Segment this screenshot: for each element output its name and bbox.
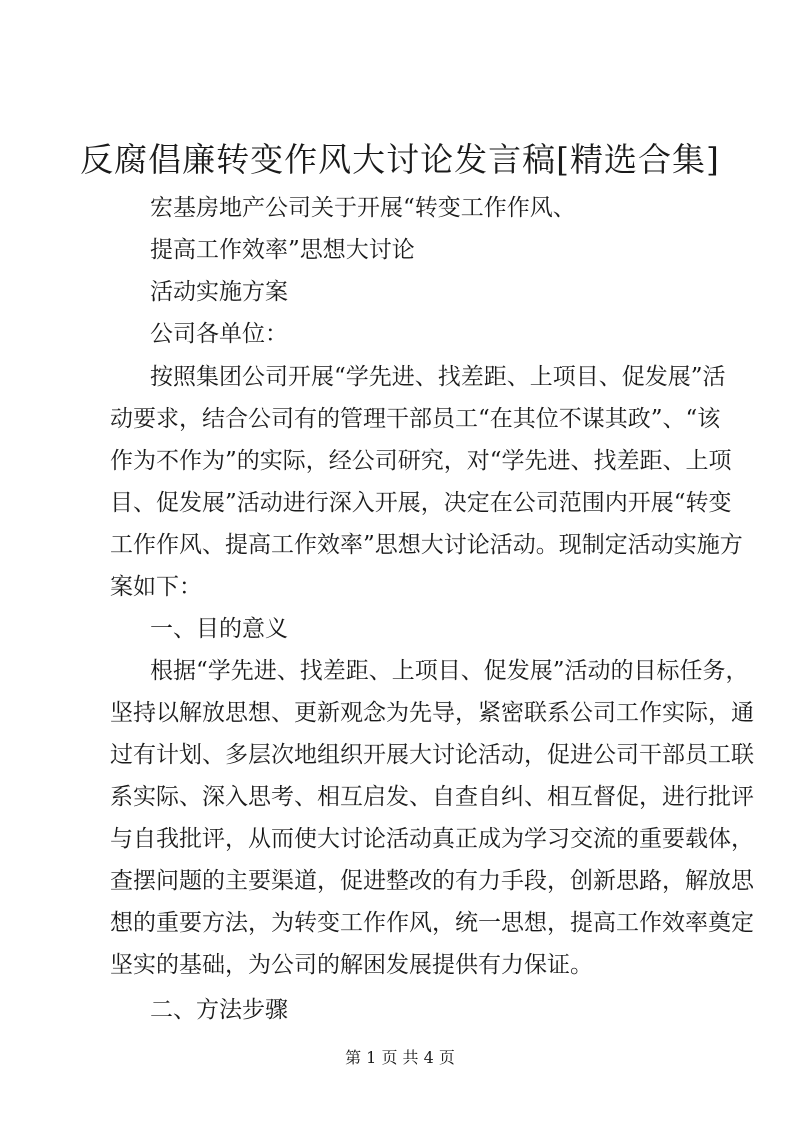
section-heading: 一、目的意义 [150, 616, 288, 642]
body-line: 动要求，结合公司有的管理干部员工“在其位不谋其政”、“该 [110, 406, 721, 432]
body-line: 活动实施方案 [150, 279, 288, 305]
body-line: 想的重要方法，为转变工作作风，统一思想，提高工作效率奠定 [110, 910, 754, 936]
body-line: 案如下： [110, 574, 202, 600]
body-line: 作为不作为”的实际，经公司研究，对“学先进、找差距、上项 [110, 448, 732, 474]
body-line: 根据“学先进、找差距、上项目、促发展”活动的目标任务， [150, 658, 749, 684]
body-line: 与自我批评，从而使大讨论活动真正成为学习交流的重要载体， [110, 826, 754, 852]
document-title: 反腐倡廉转变作风大讨论发言稿[精选合集] [80, 140, 720, 179]
body-line: 坚实的基础，为公司的解困发展提供有力保证。 [110, 952, 593, 978]
body-line: 过有计划、多层次地组织开展大讨论活动，促进公司干部员工联 [110, 742, 754, 768]
body-line: 宏基房地产公司关于开展“转变工作作风、 [150, 195, 576, 221]
body-line: 目、促发展”活动进行深入开展，决定在公司范围内开展“转变 [110, 490, 732, 516]
body-line: 提高工作效率”思想大讨论 [150, 237, 415, 263]
body-line: 按照集团公司开展“学先进、找差距、上项目、促发展”活 [150, 364, 726, 390]
body-line: 坚持以解放思想、更新观念为先导，紧密联系公司工作实际，通 [110, 700, 754, 726]
body-line: 工作作风、提高工作效率”思想大讨论活动。现制定活动实施方 [110, 532, 743, 558]
page-number-footer: 第 1 页 共 4 页 [345, 1048, 455, 1067]
body-line: 公司各单位： [150, 321, 288, 347]
body-line: 查摆问题的主要渠道，促进整改的有力手段，创新思路，解放思 [110, 868, 754, 894]
section-heading: 二、方法步骤 [150, 997, 288, 1023]
body-line: 系实际、深入思考、相互启发、自查自纠、相互督促，进行批评 [110, 784, 754, 810]
